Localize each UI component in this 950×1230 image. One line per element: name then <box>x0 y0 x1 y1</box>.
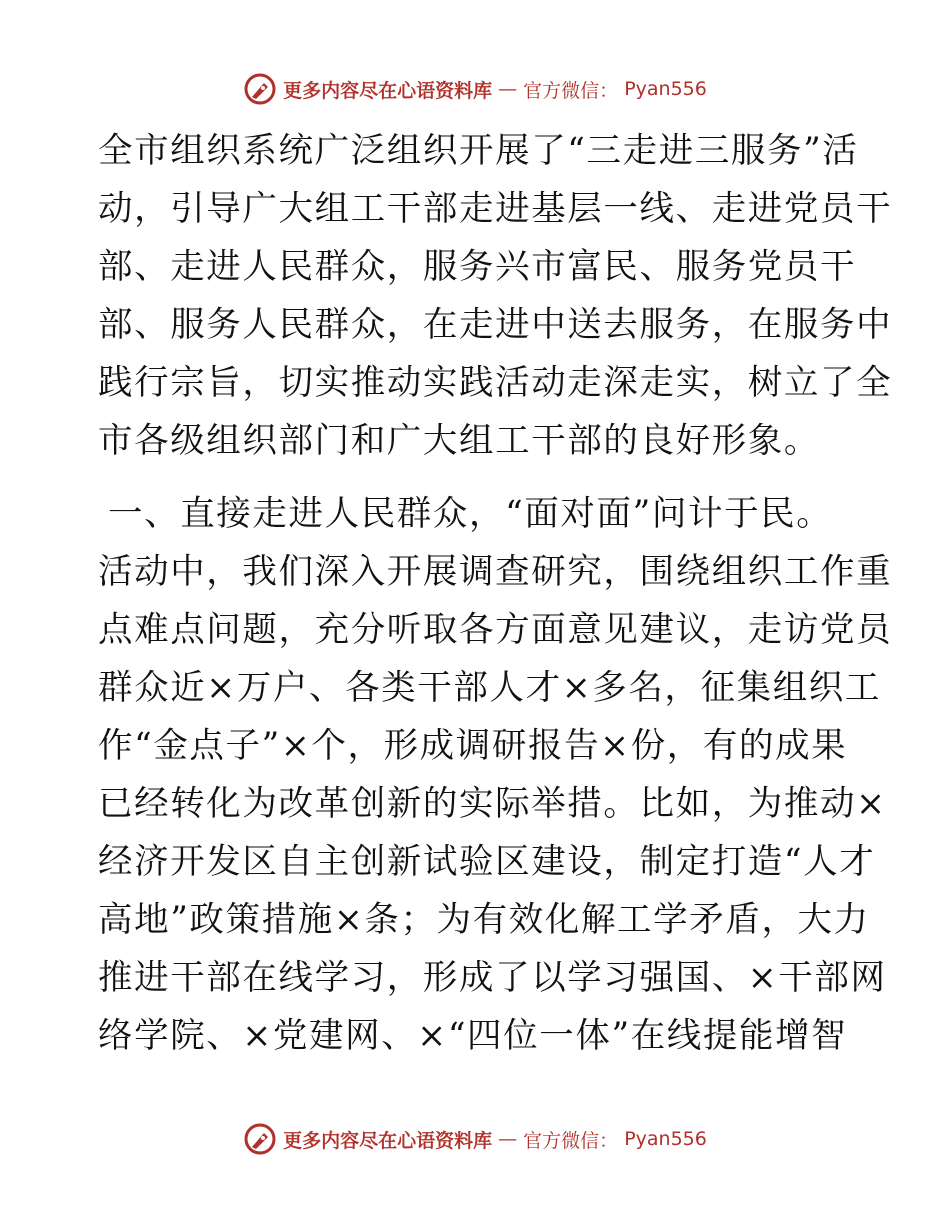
paragraph-1 <box>98 122 893 470</box>
text-line: 践行宗旨，切实推动实践活动走深走实，树立了全 <box>98 363 893 403</box>
footer-banner <box>0 1122 950 1156</box>
header-banner <box>0 72 950 106</box>
text-line: 作“金点子”×个，形成调研报告×份，有的成果 <box>98 726 848 766</box>
pen-nib-logo-icon <box>243 72 277 106</box>
text-line: 群众近×万户、各类干部人才×多名，征集组织工 <box>98 668 882 708</box>
section-heading: 一、直接走进人民群众，“面对面”问计于民。 <box>108 494 833 534</box>
banner-separator: — <box>498 78 518 100</box>
section-1 <box>98 485 893 1065</box>
banner-wechat-label: 官方微信： <box>523 79 619 102</box>
banner-brand-text: 更多内容尽在心语资料库 <box>283 1129 493 1152</box>
banner-wechat-id: Pyan556 <box>624 1128 707 1150</box>
text-line: 市各级组织部门和广大组工干部的良好形象。 <box>98 421 820 461</box>
banner-wechat-id: Pyan556 <box>624 78 707 100</box>
text-line: 络学院、×党建网、×“四位一体”在线提能增智 <box>98 1016 848 1056</box>
banner-separator: — <box>498 1128 518 1150</box>
text-line: 全市组织系统广泛组织开展了“三走进三服务”活 <box>98 131 859 171</box>
text-line: 经济开发区自主创新试验区建设，制定打造“人才 <box>98 842 876 882</box>
text-line: 部、服务人民群众，在走进中送去服务，在服务中 <box>98 305 893 345</box>
banner-brand-text: 更多内容尽在心语资料库 <box>283 79 493 102</box>
banner-wechat-label: 官方微信： <box>523 1129 619 1152</box>
text-line: 点难点问题，充分听取各方面意见建议，走访党员 <box>98 610 893 650</box>
text-line: 部、走进人民群众，服务兴市富民、服务党员干 <box>98 247 857 287</box>
pen-nib-logo-icon <box>243 1122 277 1156</box>
text-line: 活动中，我们深入开展调查研究，围绕组织工作重 <box>98 552 893 592</box>
text-line: 动，引导广大组工干部走进基层一线、走进党员干 <box>98 189 893 229</box>
document-body <box>98 122 893 1065</box>
text-line: 高地”政策措施×条；为有效化解工学矛盾，大力 <box>98 900 870 940</box>
text-line: 已经转化为改革创新的实际举措。比如，为推动× <box>98 784 887 824</box>
text-line: 推进干部在线学习，形成了以学习强国、×干部网 <box>98 958 887 998</box>
